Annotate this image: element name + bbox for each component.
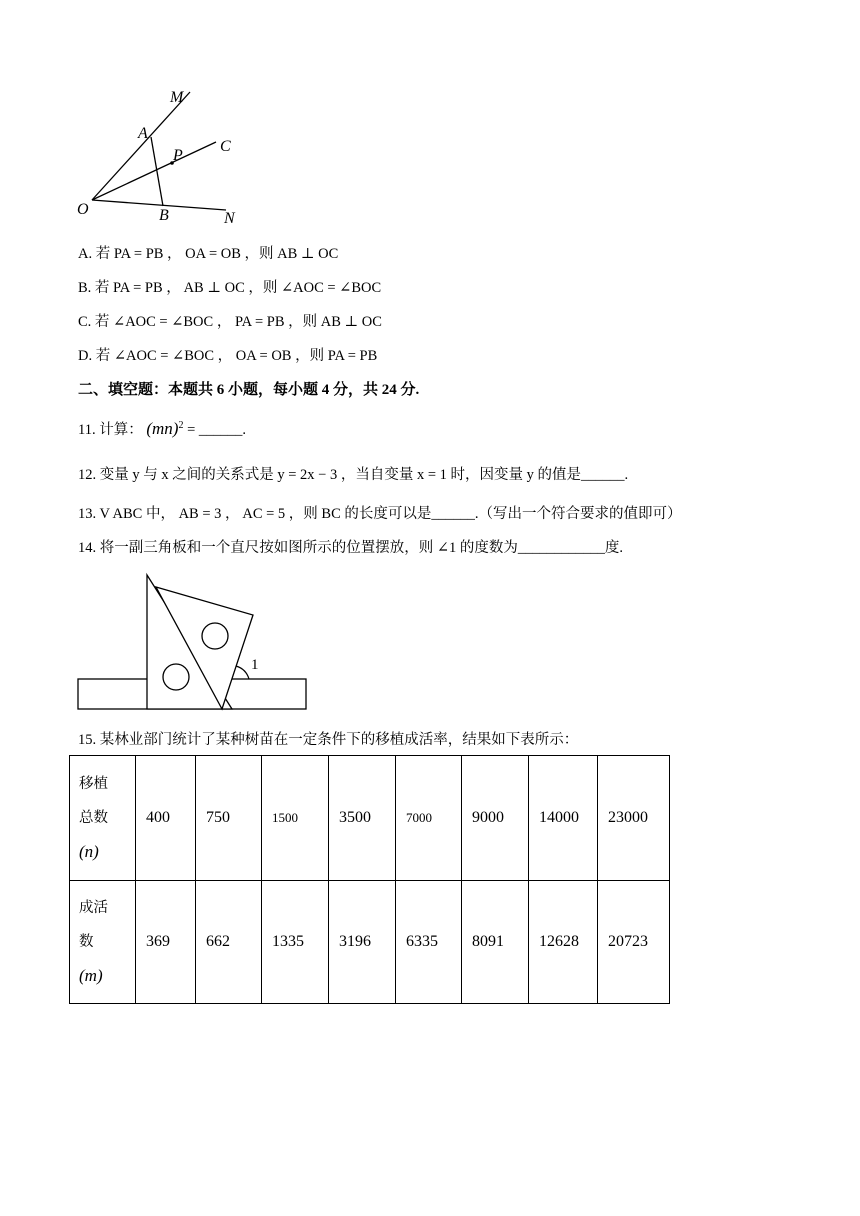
table-cell: 8091: [462, 881, 529, 1004]
table-cell: 1335: [262, 881, 329, 1004]
ray-om: [92, 92, 190, 200]
label-o: O: [77, 201, 89, 218]
header-line: 成活: [79, 900, 108, 916]
option-d-letter: D.: [78, 348, 93, 364]
q11-exponent: 2: [178, 420, 184, 432]
table-cell: 7000: [396, 756, 462, 881]
table-cell: 3500: [329, 756, 396, 881]
option-b: [78, 281, 381, 296]
triangle-ruler-figure: [70, 565, 320, 715]
label-b: B: [159, 207, 169, 224]
table-cell: 20723: [598, 881, 670, 1004]
table-row-survived: [70, 881, 670, 1004]
table-cell: 750: [196, 756, 262, 881]
header-line: 移植: [79, 776, 108, 792]
table-cell: 12628: [529, 881, 598, 1004]
table-cell: 6335: [396, 881, 462, 1004]
option-a-letter: A.: [78, 246, 93, 262]
label-m: M: [170, 89, 184, 106]
table-cell: 369: [136, 881, 196, 1004]
option-c: [78, 315, 382, 330]
option-d-text: 若 ∠AOC = ∠BOC ， OA = OB ，则 PA = PB: [95, 348, 378, 364]
section-heading: 二、填空题：本题共 6 小题，每小题 4 分，共 24 分.: [78, 382, 420, 398]
angle-1-label: 1: [251, 657, 259, 673]
angle-1-arc: [236, 666, 249, 679]
option-d: [78, 349, 377, 364]
label-a: A: [138, 125, 148, 142]
table-cell: 400: [136, 756, 196, 881]
q11-number: 11.: [78, 422, 96, 438]
question-15: 15. 某林业部门统计了某种树苗在一定条件下的移植成活率，结果如下表所示：: [78, 732, 579, 748]
table-cell: 1500: [262, 756, 329, 881]
header-cell-total: [70, 756, 136, 881]
option-b-text: 若 PA = PB ， AB ⊥ OC ，则 ∠AOC = ∠BOC: [94, 280, 382, 296]
question-13: 13. V ABC 中， AB = 3 ， AC = 5 ，则 BC 的长度可以是______.（写出一个符合要求的值即可）: [78, 506, 682, 522]
label-c: C: [220, 138, 231, 155]
q11-expression: (mn): [146, 419, 179, 438]
option-c-text: 若 ∠AOC = ∠BOC ， PA = PB ，则 AB ⊥ OC: [94, 314, 382, 330]
table-cell: 662: [196, 881, 262, 1004]
option-b-letter: B.: [78, 280, 92, 296]
angle-bisector-figure: [70, 80, 270, 230]
header-line: (m): [79, 966, 103, 985]
option-a-text: 若 PA = PB ， OA = OB ，则 AB ⊥ OC: [95, 246, 339, 262]
table-cell: 9000: [462, 756, 529, 881]
table-cell: 23000: [598, 756, 670, 881]
option-c-letter: C.: [78, 314, 92, 330]
option-a: [78, 247, 338, 262]
transplant-table: [69, 755, 670, 1004]
question-12: 12. 变量 y 与 x 之间的关系式是 y = 2x − 3 ，当自变量 x = 1 时，因变量 y 的值是______.: [78, 467, 629, 483]
table-cell: 3196: [329, 881, 396, 1004]
label-n: N: [224, 210, 235, 227]
question-11: [78, 420, 246, 438]
table-row-total: [70, 756, 670, 881]
table-cell: 14000: [529, 756, 598, 881]
header-line: (n): [79, 842, 99, 861]
q11-suffix: = ______.: [183, 422, 247, 438]
q11-prefix: 计算：: [99, 422, 143, 438]
header-line: 总数: [79, 810, 108, 826]
header-line: 数: [79, 934, 94, 950]
label-p: P: [173, 147, 183, 164]
question-14: 14. 将一副三角板和一个直尺按如图所示的位置摆放，则 ∠1 的度数为____________度.: [78, 540, 624, 556]
header-cell-survived: [70, 881, 136, 1004]
